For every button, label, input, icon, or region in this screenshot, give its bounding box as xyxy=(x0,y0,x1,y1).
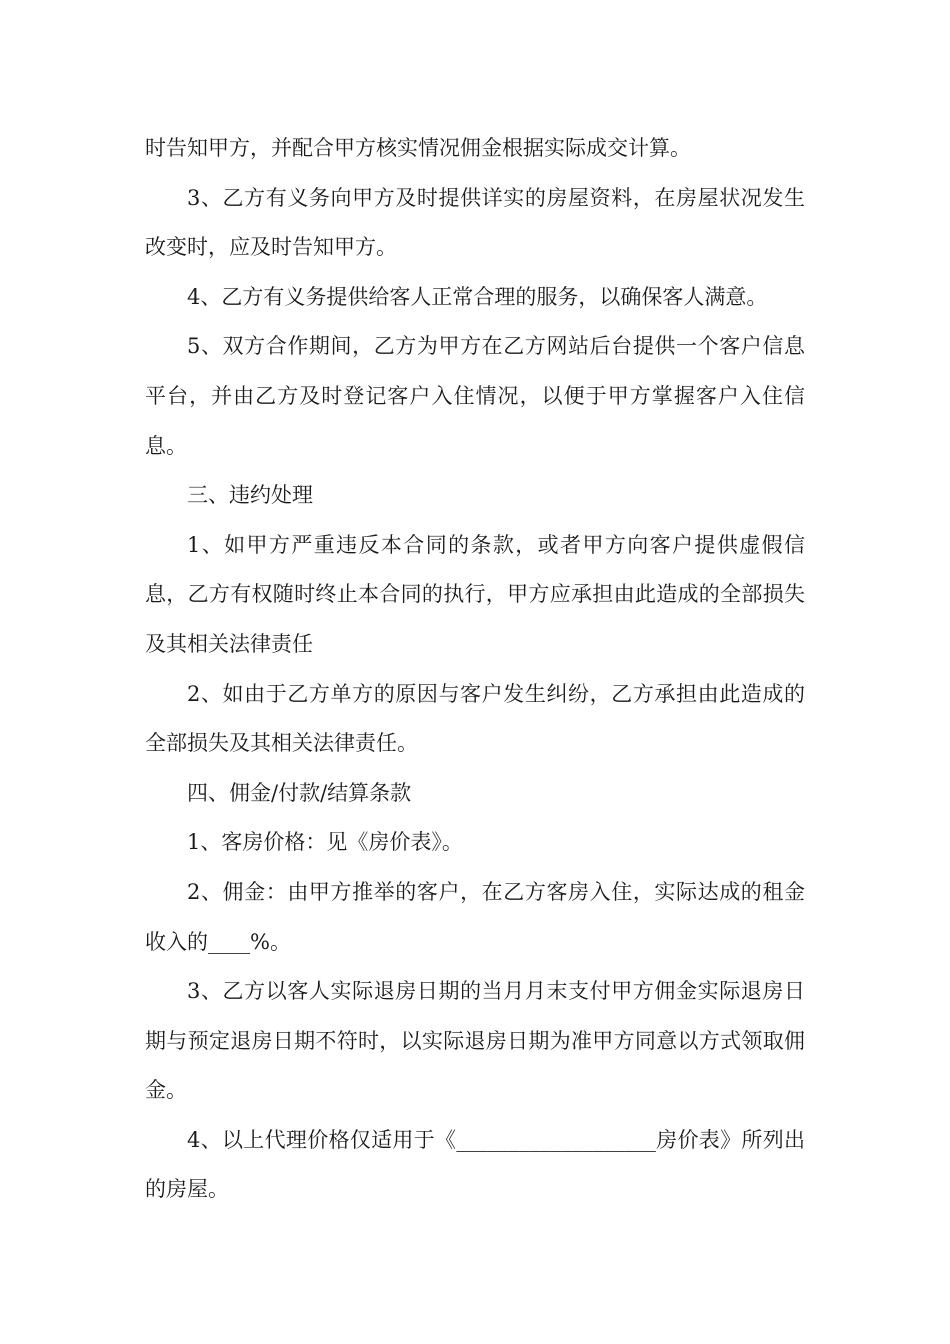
section-heading-commission: 四、佣金/付款/结算条款 xyxy=(187,780,412,805)
paragraph-1: 时告知甲方，并配合甲方核实情况佣金根据实际成交计算。 xyxy=(145,136,691,160)
clause-3-1: 1、如甲方严重违反本合同的条款，或者甲方向客户提供虚假信息，乙方有权随时终止本合同的执行，甲方应承担由此造成的全部损失及其相关法律责任 xyxy=(145,532,805,656)
clause-4-1: 1、客房价格：见《房价表》。 xyxy=(187,830,463,855)
clause-2-3: 3、乙方有义务向甲方及时提供详实的房屋资料，在房屋状况发生改变时，应及时告知甲方。 xyxy=(145,185,805,260)
clause-2-4: 4、乙方有义务提供给客人正常合理的服务，以确保客人满意。 xyxy=(187,284,768,309)
clause-4-4: 4、以上代理价格仅适用于《___________________房价表》所列出的房屋。 xyxy=(145,1127,805,1202)
clause-4-2: 2、佣金：由甲方推举的客户，在乙方客房入住，实际达成的租金收入的____%。 xyxy=(145,879,805,954)
clause-4-3: 3、乙方以客人实际退房日期的当月月末支付甲方佣金实际退房日期与预定退房日期不符时，以实际退房日期为准甲方同意以方式领取佣金。 xyxy=(145,979,805,1103)
section-heading-breach: 三、违约处理 xyxy=(187,483,313,508)
document-page xyxy=(145,124,805,1215)
clause-3-2: 2、如由于乙方单方的原因与客户发生纠纷，乙方承担由此造成的全部损失及其相关法律责任。 xyxy=(145,681,805,756)
clause-2-5: 5、双方合作期间，乙方为甲方在乙方网站后台提供一个客户信息平台，并由乙方及时登记客户入住情况，以便于甲方掌握客户入住信息。 xyxy=(145,334,805,458)
